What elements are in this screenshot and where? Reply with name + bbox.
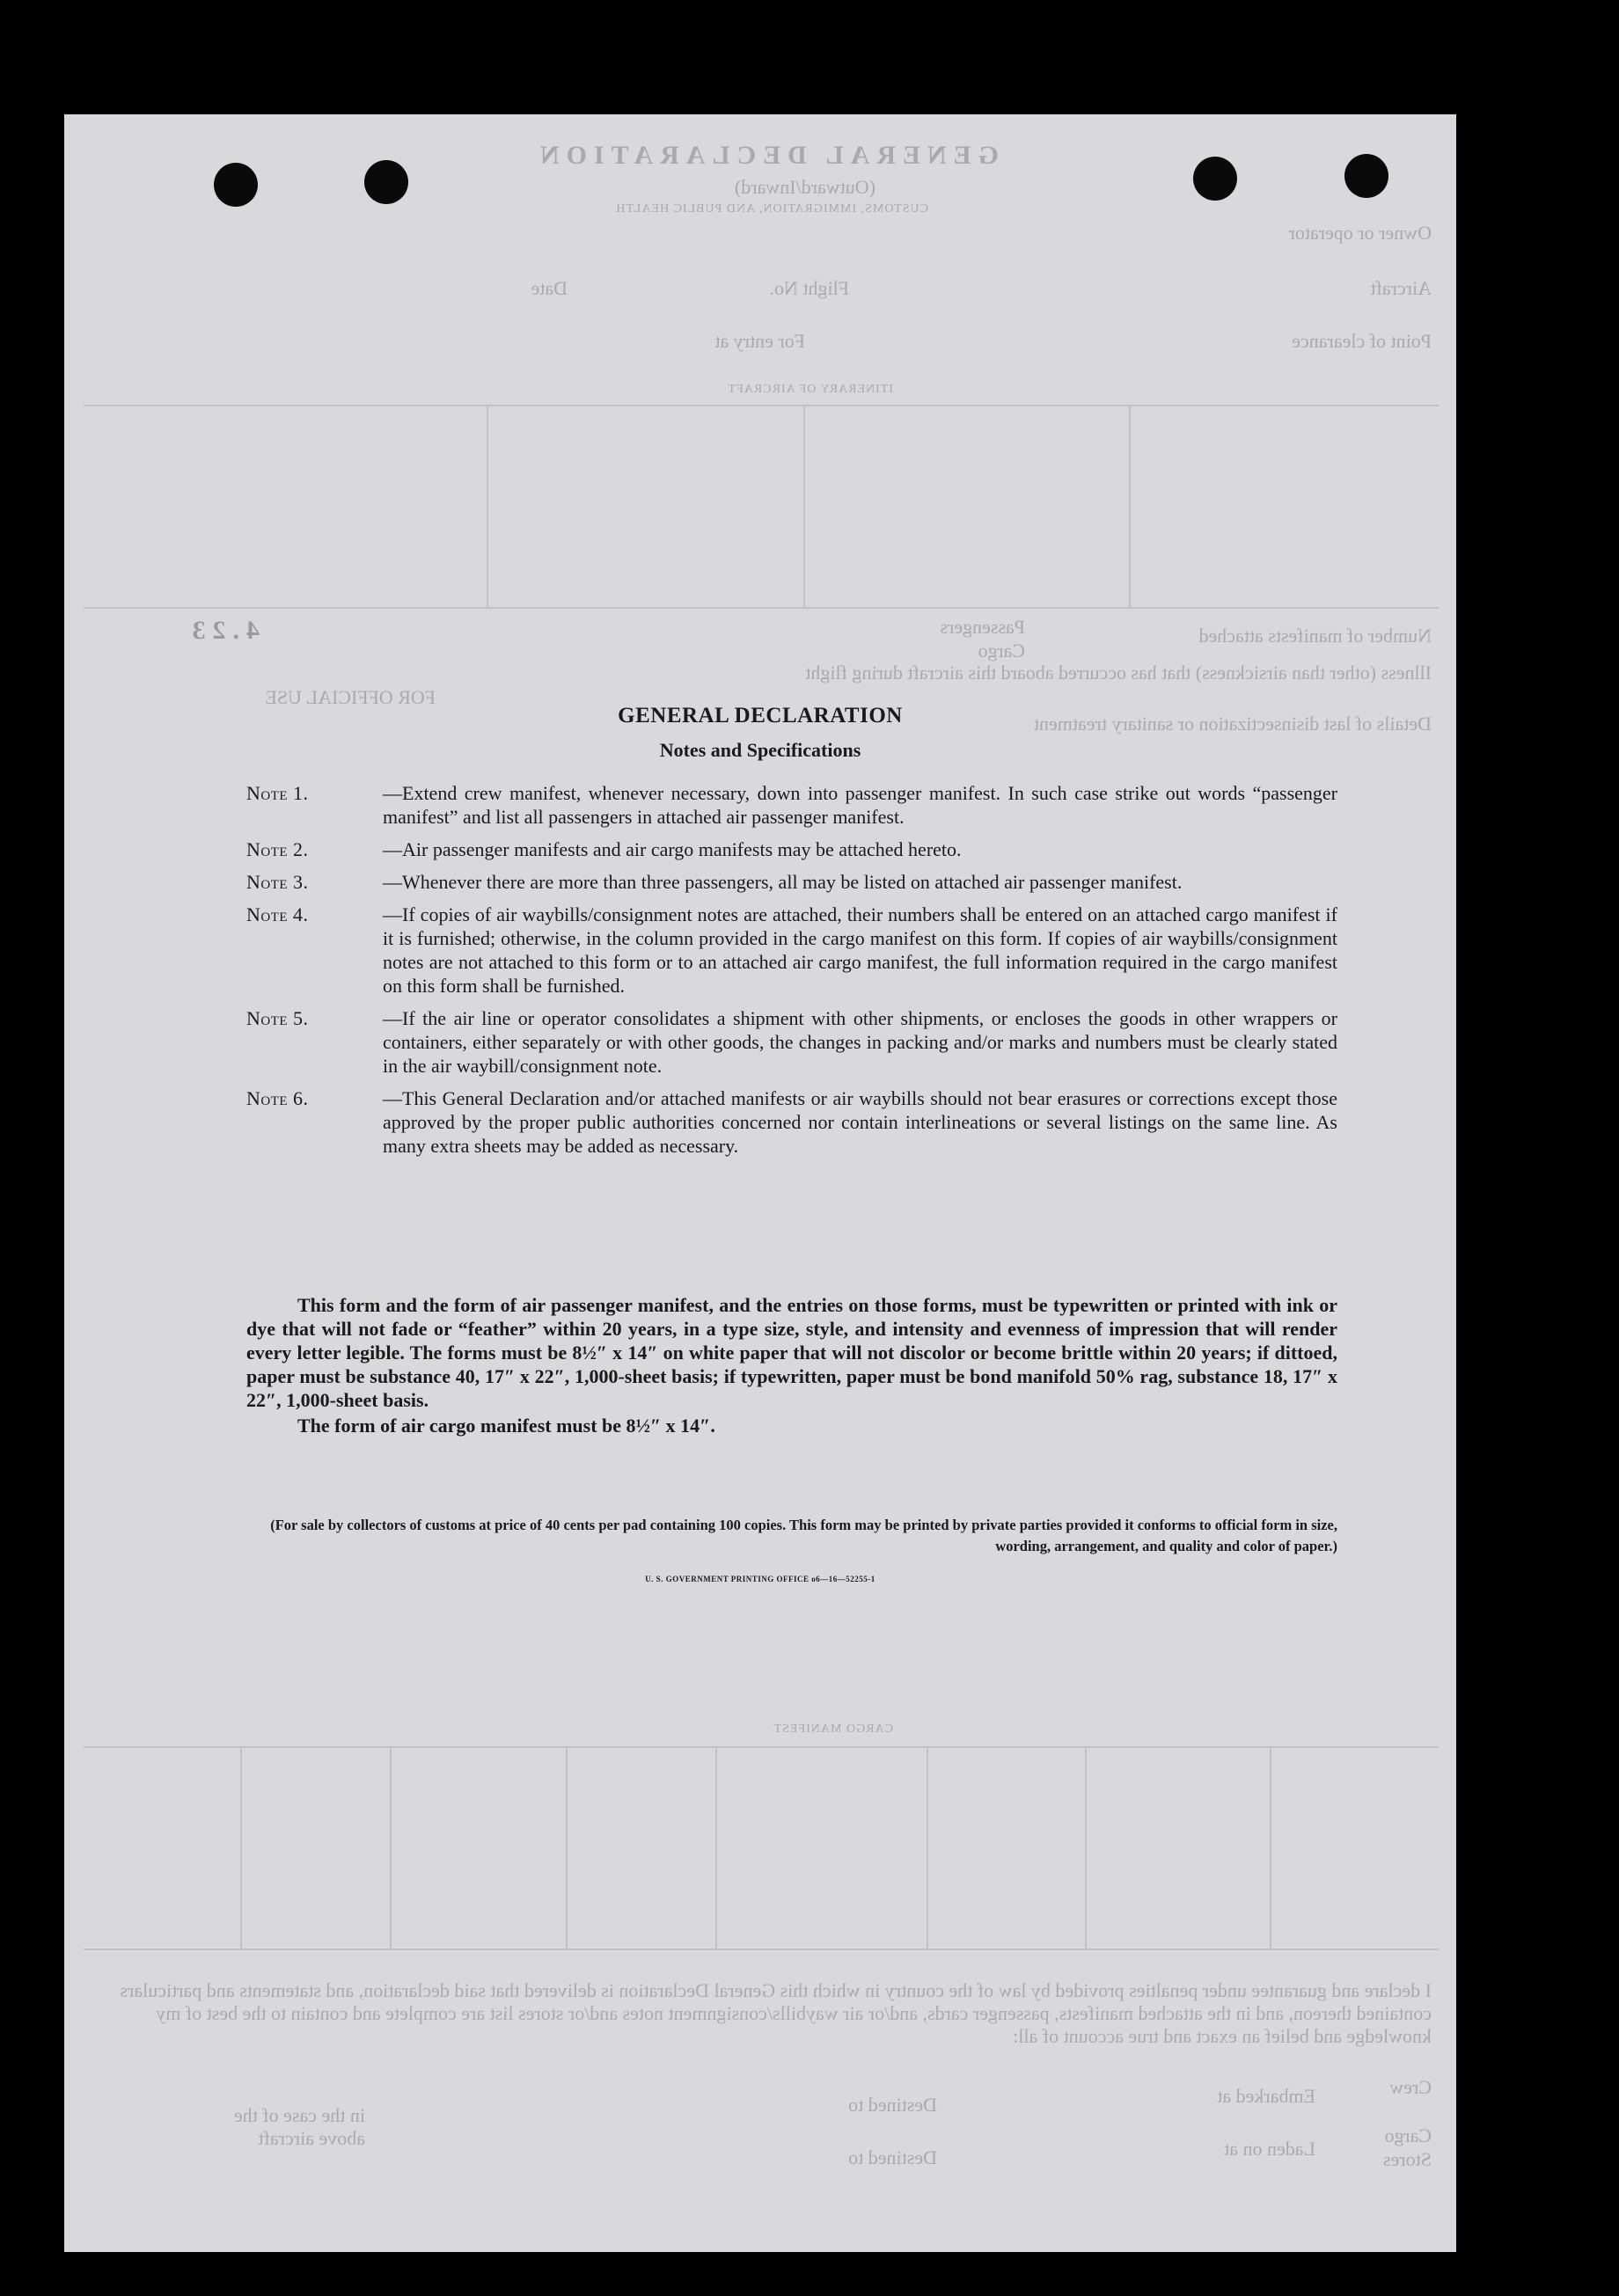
ghost-cargo2: Cargo: [1384, 2124, 1432, 2146]
ghost-flight: Flight No.: [769, 277, 849, 299]
ghost-cargo-manifest: CARGO MANIFEST: [773, 1722, 893, 1736]
printer-line: U. S. GOVERNMENT PRINTING OFFICE o6—16—52255-1: [645, 1575, 875, 1583]
document-page: [64, 114, 1456, 2252]
ghost-itinerary: ITINERARY OF AIRCRAFT: [727, 383, 893, 396]
note-text: —If the air line or operator consolidates a shipment with other shipments, or encloses the goods in other wrappers or containers, either separately or with other goods, the changes in packing and/or marks and numbers must be clearly stated in the air waybill/consignment note.: [383, 1007, 1337, 1077]
note-label: Note 2.: [246, 838, 309, 860]
ghost-for-entry: For entry at: [714, 330, 805, 352]
notes-list: [246, 781, 1337, 1166]
ghost-date: Date: [531, 277, 568, 299]
ghost-point: Point of clearance: [1292, 330, 1432, 352]
note-text: —This General Declaration and/or attached manifests or air waybills should not bear erasures or corrections except those approved by the proper public authorities concerned nor contain interlineations or several listings on the same line. As many extra sheets may be added as necessary.: [383, 1087, 1337, 1157]
cargo-manifest-size: The form of air cargo manifest must be 8½″ x 14″.: [297, 1415, 715, 1437]
note-label: Note 5.: [246, 1007, 309, 1029]
note-1: [246, 781, 1337, 829]
note-label: Note 3.: [246, 871, 309, 893]
ghost-manifests: Number of manifests attached: [1198, 625, 1432, 647]
ghost-cargo: Cargo: [978, 640, 1025, 662]
ghost-illness: Illness (other than airsickness) that has occurred aboard this aircraft during flight: [805, 662, 1432, 684]
ghost-destined2: Destined to: [848, 2146, 937, 2168]
ghost-embarked: Embarked at: [1217, 2085, 1315, 2107]
ghost-title: GENERAL DECLARATION: [532, 141, 999, 170]
ghost-agency: CUSTOMS, IMMIGRATION, AND PUBLIC HEALTH: [615, 202, 928, 216]
page-subtitle: Notes and Specifications: [659, 739, 861, 761]
ghost-owner: Owner or operator: [1288, 222, 1432, 244]
front-content: [64, 114, 1456, 2252]
ghost-details: Details of last disinsectization or sanitary treatment: [1033, 713, 1432, 735]
note-4: [246, 903, 1337, 998]
ghost-laden: Laden on at: [1224, 2138, 1315, 2160]
note-5: [246, 1006, 1337, 1078]
note-text: —Air passenger manifests and air cargo manifests may be attached hereto.: [383, 838, 962, 860]
page-title: GENERAL DECLARATION: [618, 704, 903, 728]
ghost-destined: Destined to: [848, 2094, 937, 2116]
ghost-crew: Crew: [1389, 2076, 1432, 2098]
ghost-official: FOR OFFICIAL USE: [265, 686, 436, 708]
note-text: —If copies of air waybills/consignment notes are attached, their numbers shall be entered on an attached cargo manifest if it is furnished; otherwise, in the column provided in the cargo manifest on this form. If copies of air waybills/consignment notes are not attached to this form or to an attached air cargo manifest, the full information required in the cargo manifest on this form shall be furnished.: [383, 903, 1337, 997]
ghost-declare: I declare and guarantee under penalties provided by law of the country in which this General Declaration is delivered that said declaration, and statements and particulars contained thereon, and in the attached manifests, passenger cards, and/or air waybills/consignment notes and/or stores list are complete and contain to the best of my knowledge and belief an exact and true account of all:: [120, 1979, 1432, 2047]
ghost-subtitle: (Outward/Inward): [734, 176, 875, 198]
ghost-aircraft: Aircraft: [1370, 277, 1432, 299]
sale-note: (For sale by collectors of customs at price of 40 cents per pad containing 100 copies. This form may be printed by private parties provided it conforms to official form in size, wording, arrangement, and quality and color of paper.): [270, 1517, 1337, 1554]
note-label: Note 4.: [246, 903, 309, 925]
note-6: [246, 1086, 1337, 1158]
requirements-paragraph: This form and the form of air passenger manifest, and the entries on those forms, must be typewritten or printed with ink or dye that will not fade or “feather” within 20 years, in a type size, style, and intensity and evenness of impression that will render every letter legible. The forms must be 8½″ x 14″ on white paper that will not discolor or become brittle within 20 years; if dittoed, paper must be substance 40, 17″ x 22″, 1,000-sheet basis; if typewritten, paper must be bond manifold 50% rag, substance 18, 17″ x 22″, 1,000-sheet basis.: [246, 1294, 1337, 1411]
note-text: —Whenever there are more than three passengers, all may be listed on attached air passenger manifest.: [383, 871, 1183, 893]
ghost-stamp: 4.23: [185, 616, 260, 645]
note-3: [246, 870, 1337, 894]
note-2: [246, 837, 1337, 861]
ghost-stores: Stores: [1383, 2148, 1432, 2170]
ghost-passengers: Passengers: [940, 616, 1025, 638]
note-label: Note 1.: [246, 782, 309, 804]
note-label: Note 6.: [246, 1087, 309, 1109]
note-text: —Extend crew manifest, whenever necessary, down into passenger manifest. In such case strike out words “passenger manifest” and list all passengers in attached air passenger manifest.: [383, 782, 1337, 828]
ghost-in-case: in the case of the above aircraft: [233, 2104, 365, 2149]
